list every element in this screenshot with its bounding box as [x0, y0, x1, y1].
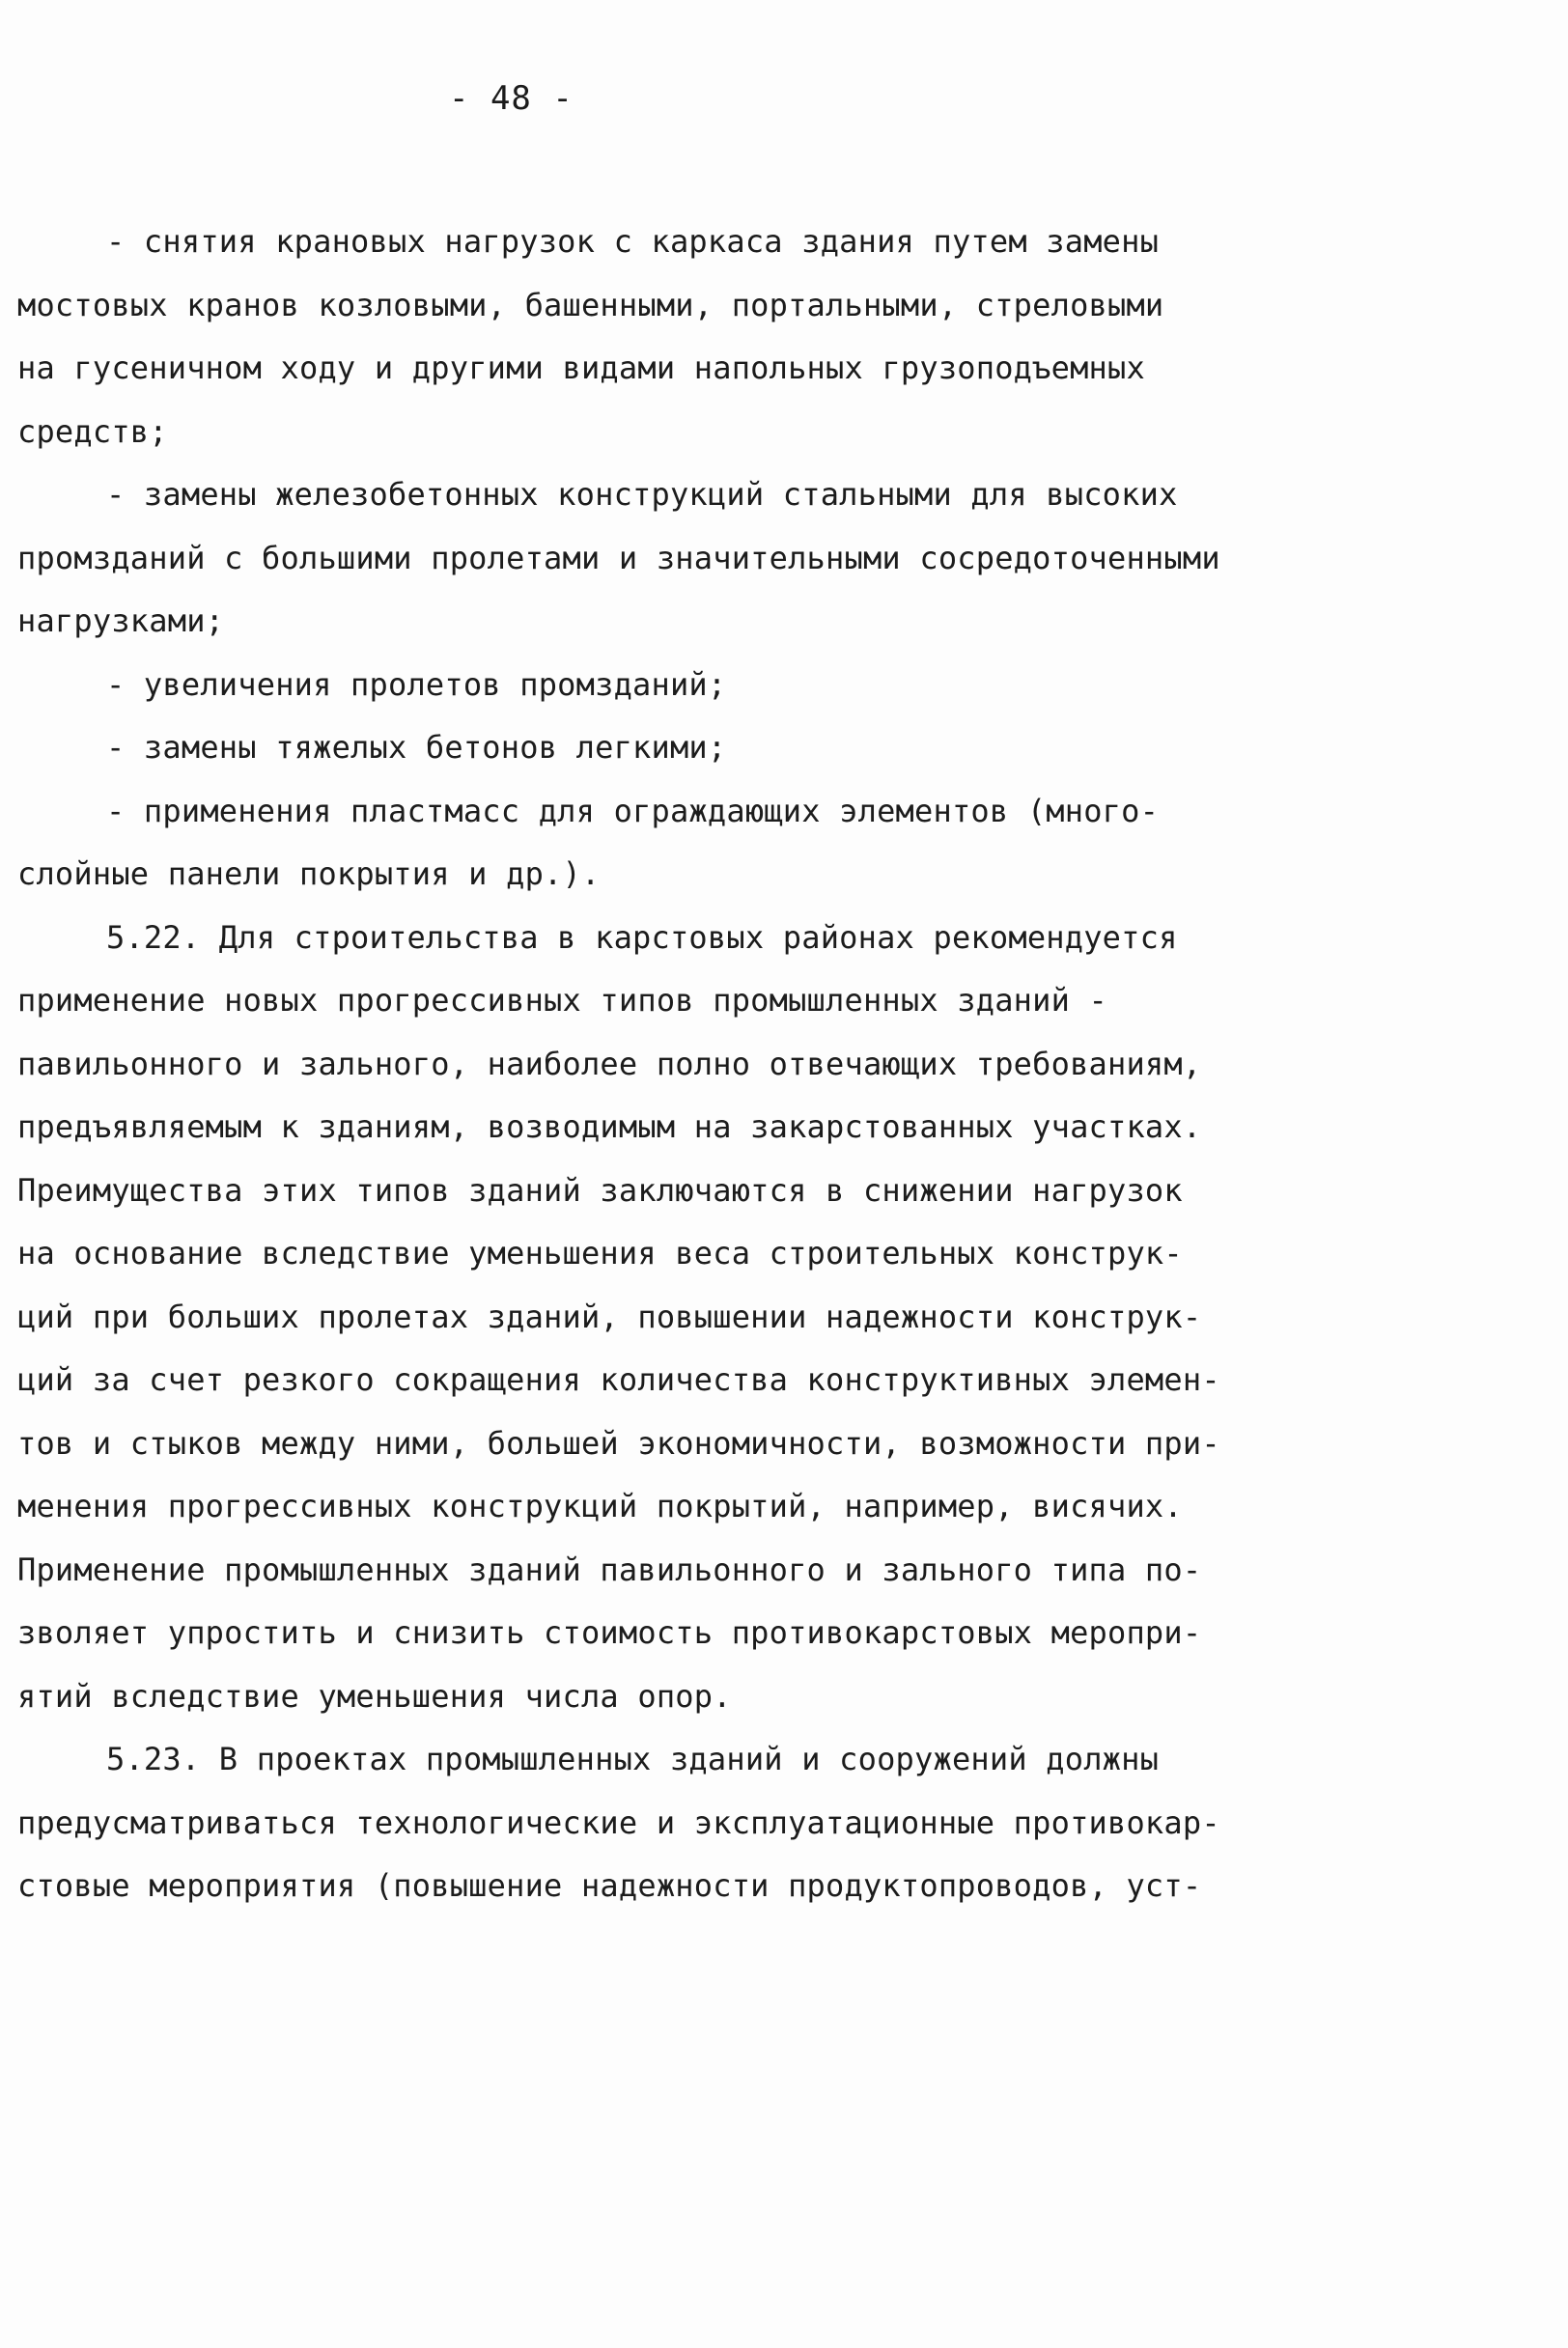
text-line: нагрузками;	[17, 602, 225, 639]
text-line: ций за счет резкого сокращения количества конструктивных элемен-	[17, 1361, 1220, 1398]
text-line: предусматриваться технологические и эксплуатационные противокар-	[17, 1803, 1220, 1841]
text-line: предъявляемым к зданиям, возводимым на закарстованных участках.	[17, 1108, 1202, 1145]
text-line: - замены тяжелых бетонов легкими;	[106, 729, 727, 766]
text-line: 5.23. В проектах промышленных зданий и сооружений должны	[106, 1741, 1160, 1777]
text-line: средств;	[17, 412, 168, 450]
text-line: - увеличения пролетов промзданий;	[106, 665, 727, 703]
text-line: Преимущества этих типов зданий заключаются в снижении нагрузок	[17, 1171, 1183, 1209]
text-line: на основание вследствие уменьшения веса строительных конструк-	[17, 1235, 1183, 1272]
text-line: ций при больших пролетах зданий, повышении надежности конструк-	[17, 1298, 1202, 1335]
page-number: - 48 -	[449, 79, 574, 118]
text-line: тов и стыков между ними, большей экономичности, возможности при-	[17, 1424, 1220, 1462]
text-line: на гусеничном ходу и другими видами напольных грузоподъемных	[17, 349, 1145, 386]
text-line: мостовых кранов козловыми, башенными, портальными, стреловыми	[17, 286, 1164, 323]
text-line: менения прогрессивных конструкций покрытий, например, висячих.	[17, 1488, 1183, 1524]
body-text	[17, 210, 1263, 1918]
text-line: Применение промышленных зданий павильонного и зального типа по-	[17, 1551, 1202, 1588]
text-line: 5.22. Для строительства в карстовых районах рекомендуется	[106, 918, 1178, 956]
text-line: стовые мероприятия (повышение надежности продуктопроводов, уст-	[17, 1867, 1202, 1904]
text-line: - применения пластмасс для ограждающих элементов (много-	[106, 792, 1160, 829]
text-line: зволяет упростить и снизить стоимость противокарстовых меропри-	[17, 1614, 1202, 1651]
text-line: ятий вследствие уменьшения числа опор.	[17, 1677, 732, 1715]
text-line: слойные панели покрытия и др.).	[17, 855, 601, 892]
text-line: - замены железобетонных конструкций стальными для высоких	[106, 476, 1178, 513]
text-line: - снятия крановых нагрузок с каркаса здания путем замены	[106, 223, 1160, 260]
text-line: применение новых прогрессивных типов промышленных зданий -	[17, 982, 1108, 1019]
text-line: промзданий с большими пролетами и значительными сосредоточенными	[17, 539, 1220, 576]
text-line: павильонного и зального, наиболее полно отвечающих требованиям,	[17, 1045, 1202, 1082]
